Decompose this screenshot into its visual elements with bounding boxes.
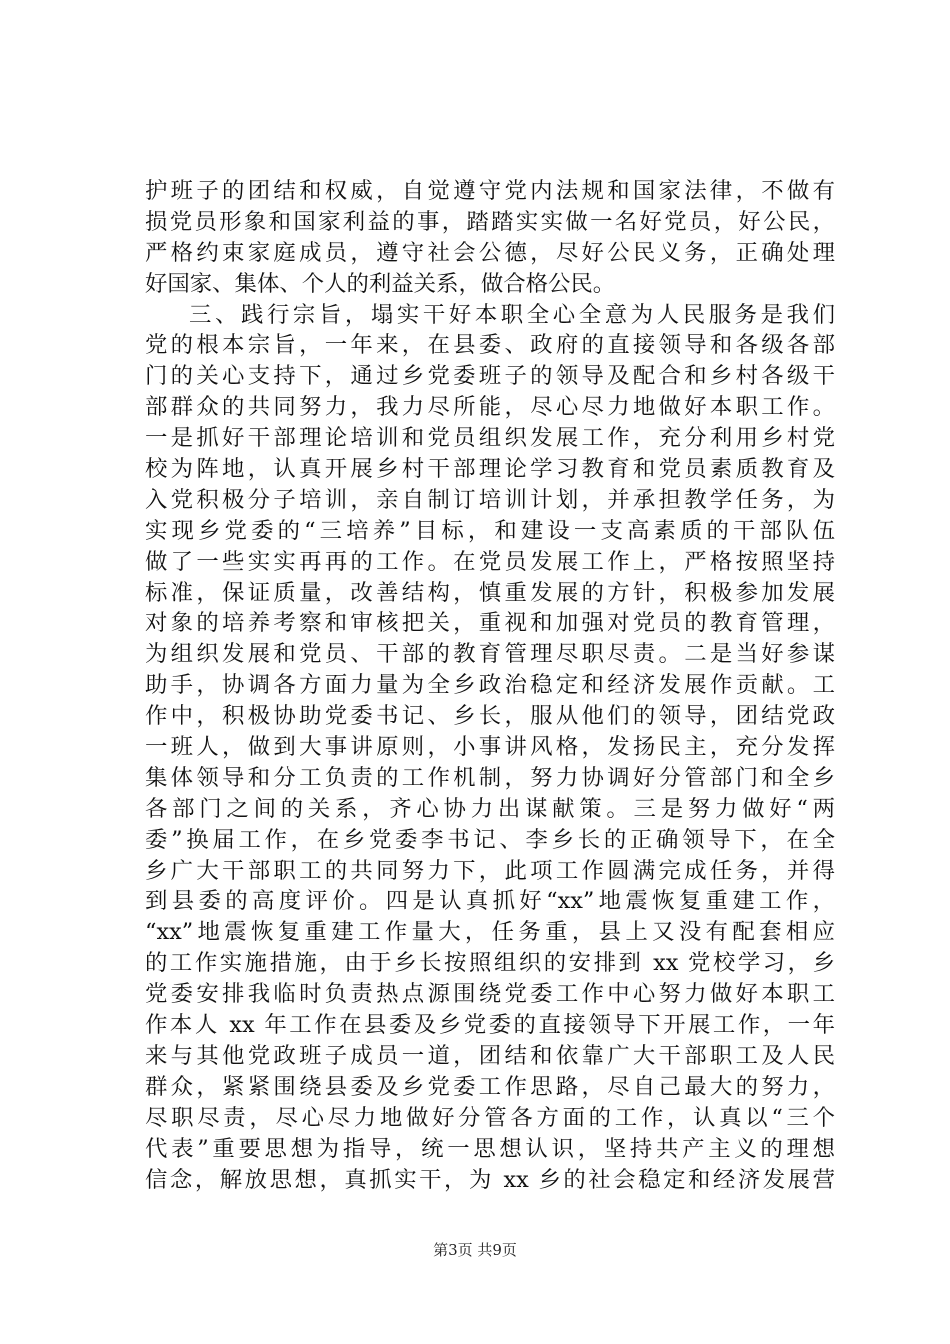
text-line: 入党积极分子培训，亲自制订培训计划，并承担教学任务，为 bbox=[145, 486, 835, 513]
text-line: 好国家、集体、个人的利益关系，做合格公民。 bbox=[145, 270, 616, 297]
text-line: 损党员形象和国家利益的事，踏踏实实做一名好党员，好公民， bbox=[145, 208, 835, 235]
body-text bbox=[145, 176, 835, 1195]
text-line: 护班子的团结和权威，自觉遵守党内法规和国家法律，不做有 bbox=[145, 178, 835, 204]
text-line: 党的根本宗旨，一年来，在县委、政府的直接领导和各级各部 bbox=[145, 332, 835, 359]
text-line: 助手，协调各方面力量为全乡政治稳定和经济发展作贡献。工 bbox=[145, 672, 835, 699]
text-line: 门的关心支持下，通过乡党委班子的领导及配合和乡村各级干 bbox=[145, 363, 835, 390]
text-line: 群众，紧紧围绕县委及乡党委工作思路，尽自己最大的努力， bbox=[145, 1073, 835, 1100]
paragraph-start-line: 三、践行宗旨，塌实干好本职全心全意为人民服务是我们 bbox=[189, 301, 835, 328]
text-line: 一班人，做到大事讲原则，小事讲风格，发扬民主，充分发挥 bbox=[145, 734, 835, 761]
text-line: 代表”重要思想为指导，统一思想认识，坚持共产主义的理想 bbox=[145, 1135, 835, 1162]
page-number-footer: 第3页 共9页 bbox=[433, 1241, 517, 1259]
text-line: 作中，积极协助党委书记、乡长，服从他们的领导，团结党政 bbox=[145, 703, 835, 730]
text-line: 做了一些实实再再的工作。在党员发展工作上，严格按照坚持 bbox=[145, 548, 835, 575]
text-line: 实现乡党委的“三培养”目标，和建设一支高素质的干部队伍 bbox=[145, 517, 835, 544]
text-line: 集体领导和分工负责的工作机制，努力协调好分管部门和全乡 bbox=[145, 764, 835, 791]
text-line: 一是抓好干部理论培训和党员组织发展工作，充分利用乡村党 bbox=[145, 425, 835, 452]
text-line: 为组织发展和党员、干部的教育管理尽职尽责。二是当好参谋 bbox=[145, 641, 835, 668]
text-line: 委”换届工作，在乡党委李书记、李乡长的正确领导下，在全 bbox=[145, 826, 835, 853]
text-line: 作本人 xx 年工作在县委及乡党委的直接领导下开展工作，一年 bbox=[145, 1012, 835, 1039]
text-line: 各部门之间的关系，齐心协力出谋献策。三是努力做好“两 bbox=[145, 795, 835, 822]
text-line: 对象的培养考察和审核把关，重视和加强对党员的教育管理， bbox=[145, 610, 835, 637]
text-line: 校为阵地，认真开展乡村干部理论学习教育和党员素质教育及 bbox=[145, 456, 835, 483]
text-line: 的工作实施措施，由于乡长按照组织的安排到 xx 党校学习，乡 bbox=[145, 950, 835, 977]
text-line: 尽职尽责，尽心尽力地做好分管各方面的工作，认真以“三个 bbox=[145, 1104, 835, 1131]
text-line: “xx”地震恢复重建工作量大，任务重，县上又没有配套相应 bbox=[145, 919, 835, 946]
text-line: 严格约束家庭成员，遵守社会公德，尽好公民义务，正确处理 bbox=[145, 239, 835, 266]
text-line: 到县委的高度评价。四是认真抓好“xx”地震恢复重建工作， bbox=[145, 888, 835, 915]
text-line: 信念，解放思想，真抓实干，为 xx 乡的社会稳定和经济发展营 bbox=[145, 1166, 835, 1193]
text-line: 乡广大干部职工的共同努力下，此项工作圆满完成任务，并得 bbox=[145, 857, 835, 884]
text-line: 来与其他党政班子成员一道，团结和依靠广大干部职工及人民 bbox=[145, 1042, 835, 1069]
text-line: 部群众的共同努力，我力尽所能，尽心尽力地做好本职工作。 bbox=[145, 394, 835, 421]
text-line: 标准，保证质量，改善结构，慎重发展的方针，积极参加发展 bbox=[145, 579, 835, 606]
text-line: 党委安排我临时负责热点源围绕党委工作中心努力做好本职工 bbox=[145, 981, 835, 1008]
